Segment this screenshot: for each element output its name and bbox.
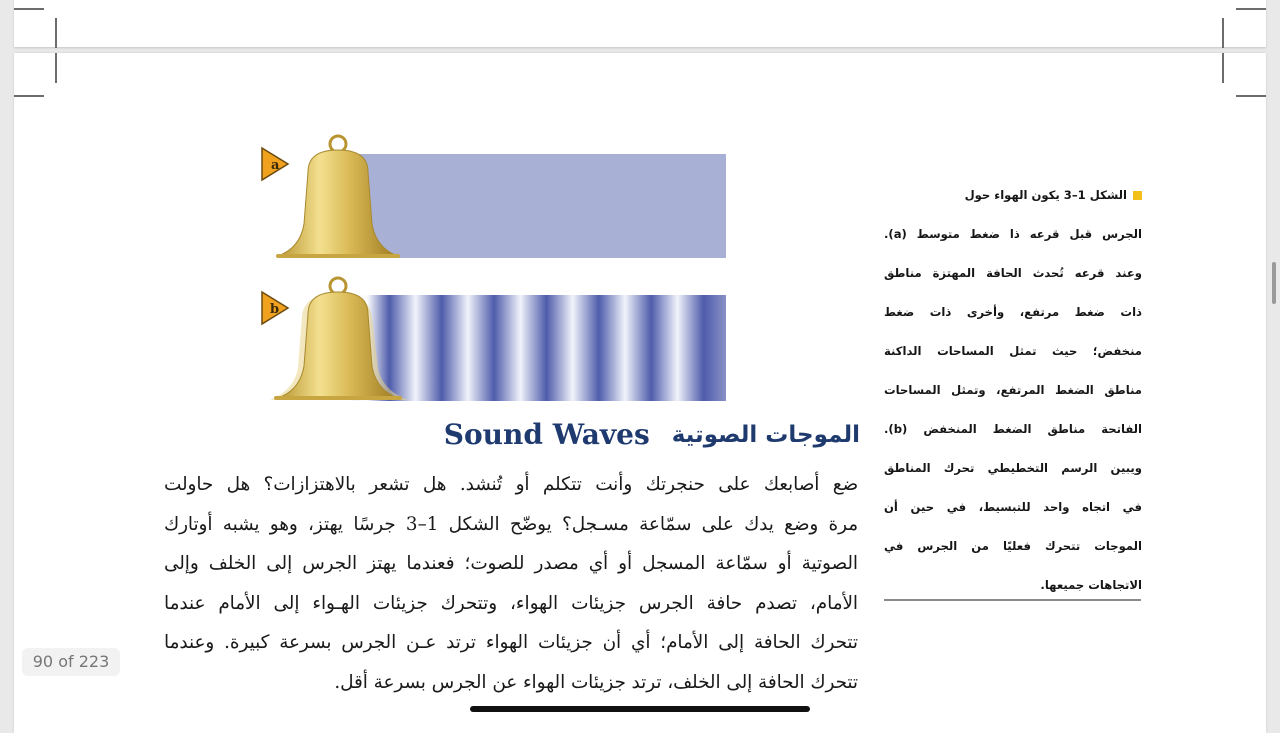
crop-mark (1236, 95, 1266, 97)
caption-line: الجرس قبل قرعه ذا ضغط متوسط (a). (884, 227, 1142, 241)
label-b-text: b (270, 302, 280, 317)
crop-mark (1222, 53, 1224, 83)
caption-line: في اتجاه واحد للتبسيط، في حين أن (884, 500, 1142, 514)
body-line: تتحرك الحافة إلى الأمام؛ أي أن جزيئات الهواء ترتد عـن الجرس بسرعة كبيرة. وعندما (164, 632, 858, 653)
crop-mark (1236, 8, 1266, 10)
body-line: الأمام، تصدم حافة الجرس جزيئات الهواء، وتتحرك جزيئات الهـواء إلى الأمام عندما (164, 592, 858, 614)
caption-bullet-icon (1133, 191, 1142, 200)
crop-mark (14, 8, 44, 10)
uniform-air-pressure (352, 154, 726, 258)
crop-mark (14, 95, 44, 97)
scrollbar-thumb[interactable] (1272, 262, 1276, 304)
crop-mark (55, 18, 57, 48)
label-b-icon (262, 292, 288, 324)
body-line: مرة وضع يدك على سمّاعة مسـجل؟ يوضّح الشكل 1–3 جرسًا يهتز، وهو يشبه أوتارك (164, 513, 859, 535)
caption-line: الاتجاهات جميعها. (1040, 578, 1142, 592)
crop-mark (55, 53, 57, 83)
previous-page (14, 0, 1266, 47)
compression-waves (352, 295, 726, 401)
caption-line: الموجات تتحرك فعليًا من الجرس في (884, 539, 1142, 553)
bell-figure (254, 128, 734, 408)
body-paragraph (164, 465, 858, 702)
caption-line: منخفض؛ حيث تمثل المساحات الداكنة (884, 344, 1142, 358)
caption-line: مناطق الضغط المرتفع، وتمثل المساحات (884, 383, 1142, 397)
caption-line (884, 176, 1142, 215)
home-indicator[interactable] (470, 706, 810, 712)
section-title-ar: الموجات الصوتية (671, 421, 860, 448)
caption-line: ويبين الرسم التخطيطي تحرك المناطق (884, 461, 1142, 475)
caption-line-text: الشكل 1–3 يكون الهواء حول (964, 188, 1127, 202)
caption-line: الفاتحة مناطق الضغط المنخفض (b). (884, 422, 1142, 436)
body-line: تتحرك الحافة إلى الخلف، ترتد جزيئات الهواء عن الجرس بسرعة أقل. (334, 671, 858, 693)
label-a-text: a (271, 158, 280, 173)
crop-mark (1222, 18, 1224, 48)
body-line: الصوتية أو سمّاعة المسجل أو أي مصدر للصوت؛ فعندما يهتز الجرس إلى الخلف وإلى (164, 553, 858, 574)
section-title-en: Sound Waves (443, 418, 650, 451)
body-line: ضع أصابعك على حنجرتك وأنت تتكلم أو تُنشد. هل تشعر بالاهتزازات؟ هل حاولت (164, 474, 858, 495)
figure-caption (884, 176, 1142, 605)
caption-line: وعند قرعه تُحدث الحافة المهتزة مناطق (884, 266, 1142, 280)
section-heading (440, 418, 860, 451)
label-a-icon (262, 148, 288, 180)
page-indicator: 90 of 223 (22, 648, 120, 676)
caption-line: ذات ضغط مرتفع، وأخرى ذات ضغط (884, 305, 1142, 319)
caption-divider (884, 599, 1141, 601)
